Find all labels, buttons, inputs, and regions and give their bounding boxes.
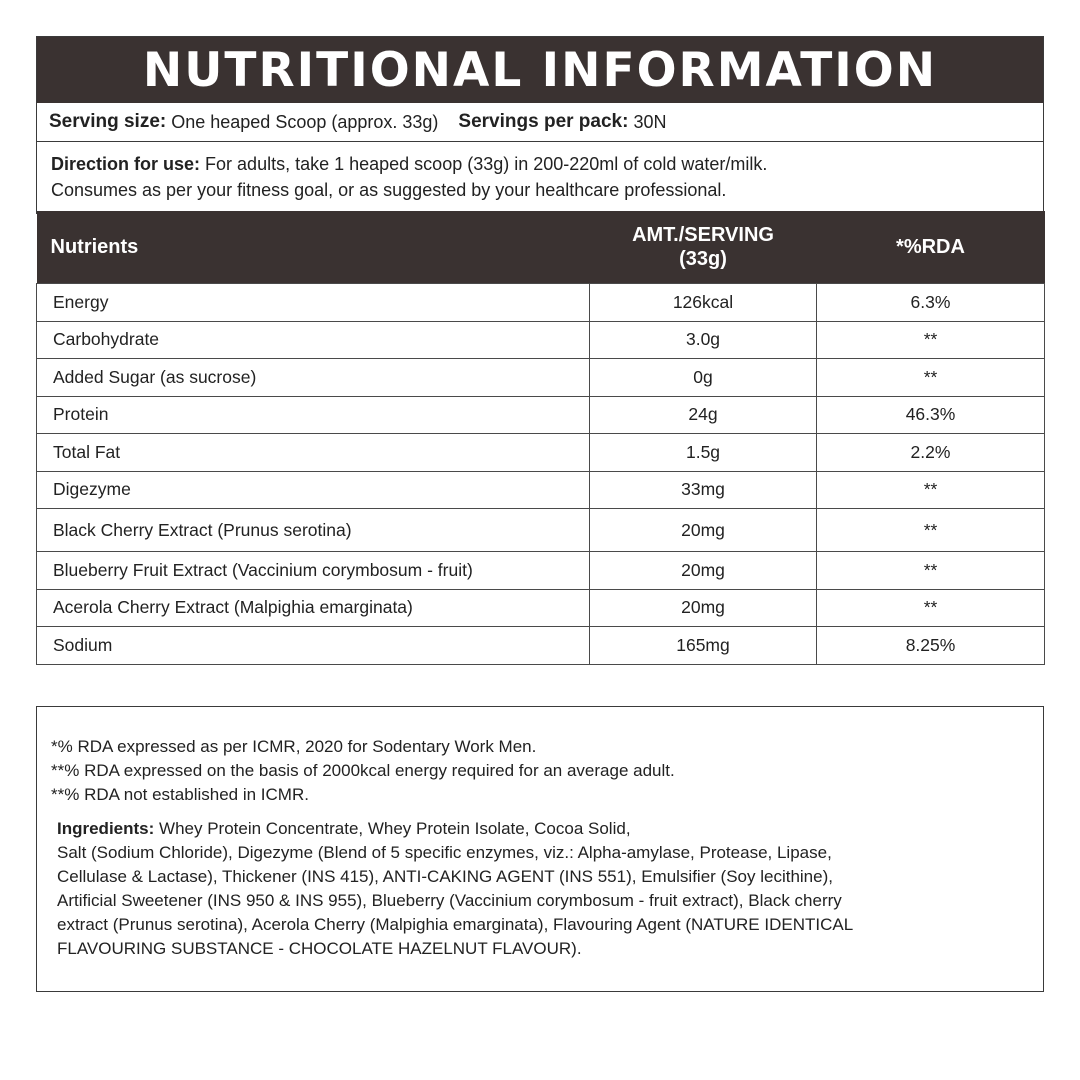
nutrient-rda: ** <box>817 321 1045 359</box>
footnote-1: *% RDA expressed as per ICMR, 2020 for Sodentary Work Men. <box>51 737 537 756</box>
column-header-nutrients: Nutrients <box>37 211 590 284</box>
direction-line-1: For adults, take 1 heaped scoop (33g) in 200-220ml of cold water/milk. <box>205 154 768 174</box>
direction-line-2: Consumes as per your fitness goal, or as suggested by your healthcare professional. <box>51 180 727 200</box>
nutrient-name: Total Fat <box>37 434 590 472</box>
nutrient-name: Acerola Cherry Extract (Malpighia emarginata) <box>37 589 590 627</box>
nutrient-rda: 8.25% <box>817 627 1045 665</box>
nutrient-amount: 0g <box>590 359 817 397</box>
nutrient-name: Energy <box>37 284 590 322</box>
table-row <box>37 509 1045 552</box>
serving-size-value: One heaped Scoop (approx. 33g) <box>171 111 439 132</box>
nutrient-rda: 46.3% <box>817 396 1045 434</box>
footnotes-panel <box>36 706 1044 992</box>
title-bar <box>37 37 1043 103</box>
nutrient-amount: 165mg <box>590 627 817 665</box>
nutrient-rda: 6.3% <box>817 284 1045 322</box>
nutrient-name: Sodium <box>37 627 590 665</box>
nutrient-rda: ** <box>817 589 1045 627</box>
nutrient-amount: 3.0g <box>590 321 817 359</box>
serving-info <box>37 103 1043 142</box>
nutrient-amount: 33mg <box>590 471 817 509</box>
nutrient-name: Added Sugar (as sucrose) <box>37 359 590 397</box>
nutrient-name: Carbohydrate <box>37 321 590 359</box>
ingredients-block <box>51 817 1029 961</box>
ingredients-line-3: Cellulase & Lactase), Thickener (INS 415), ANTI-CAKING AGENT (INS 551), Emulsifier (Soy lecithine), <box>57 867 833 886</box>
table-row <box>37 552 1045 590</box>
footnote-3: **% RDA not established in ICMR. <box>51 785 309 804</box>
column-header-amount: AMT./SERVING (33g) <box>590 211 817 284</box>
nutrient-name: Protein <box>37 396 590 434</box>
ingredients-line-4: Artificial Sweetener (INS 950 & INS 955), Blueberry (Vaccinium corymbosum - fruit extract), Black cherry <box>57 891 842 910</box>
serving-size-label: Serving size: <box>49 111 167 132</box>
table-row <box>37 627 1045 665</box>
ingredients-line-2: Salt (Sodium Chloride), Digezyme (Blend of 5 specific enzymes, viz.: Alpha-amylase, Protease, Lipase, <box>57 843 832 862</box>
nutrient-amount: 24g <box>590 396 817 434</box>
table-row <box>37 359 1045 397</box>
nutrient-name: Black Cherry Extract (Prunus serotina) <box>37 509 590 552</box>
ingredients-label: Ingredients: <box>57 819 155 838</box>
table-row <box>37 284 1045 322</box>
nutrient-amount: 1.5g <box>590 434 817 472</box>
table-header-row <box>37 211 1045 284</box>
nutrient-rda: ** <box>817 471 1045 509</box>
table-row <box>37 471 1045 509</box>
servings-per-pack-label: Servings per pack: <box>458 111 629 132</box>
nutrient-name: Digezyme <box>37 471 590 509</box>
page-title: NUTRITIONAL INFORMATION <box>142 42 938 98</box>
nutrient-rda: ** <box>817 552 1045 590</box>
nutrition-table <box>36 211 1045 665</box>
nutrient-name: Blueberry Fruit Extract (Vaccinium corymbosum - fruit) <box>37 552 590 590</box>
table-row <box>37 321 1045 359</box>
ingredients-line-1: Whey Protein Concentrate, Whey Protein Isolate, Cocoa Solid, <box>159 819 631 838</box>
footnote-2: **% RDA expressed on the basis of 2000kcal energy required for an average adult. <box>51 761 675 780</box>
table-row <box>37 434 1045 472</box>
ingredients-line-5: extract (Prunus serotina), Acerola Cherry (Malpighia emarginata), Flavouring Agent (NATURE IDENTICAL <box>57 915 854 934</box>
servings-per-pack-value: 30N <box>633 111 667 132</box>
nutrient-amount: 20mg <box>590 509 817 552</box>
nutrient-rda: 2.2% <box>817 434 1045 472</box>
nutrient-rda: ** <box>817 359 1045 397</box>
table-row <box>37 589 1045 627</box>
column-header-rda: *%RDA <box>817 211 1045 284</box>
direction-for-use <box>37 142 1043 213</box>
ingredients-line-6: FLAVOURING SUBSTANCE - CHOCOLATE HAZELNUT FLAVOUR). <box>57 939 582 958</box>
nutrient-amount: 20mg <box>590 552 817 590</box>
label-header-panel <box>36 36 1044 214</box>
table-row <box>37 396 1045 434</box>
nutrient-rda: ** <box>817 509 1045 552</box>
nutrient-amount: 20mg <box>590 589 817 627</box>
nutrient-amount: 126kcal <box>590 284 817 322</box>
direction-label: Direction for use: <box>51 154 201 174</box>
